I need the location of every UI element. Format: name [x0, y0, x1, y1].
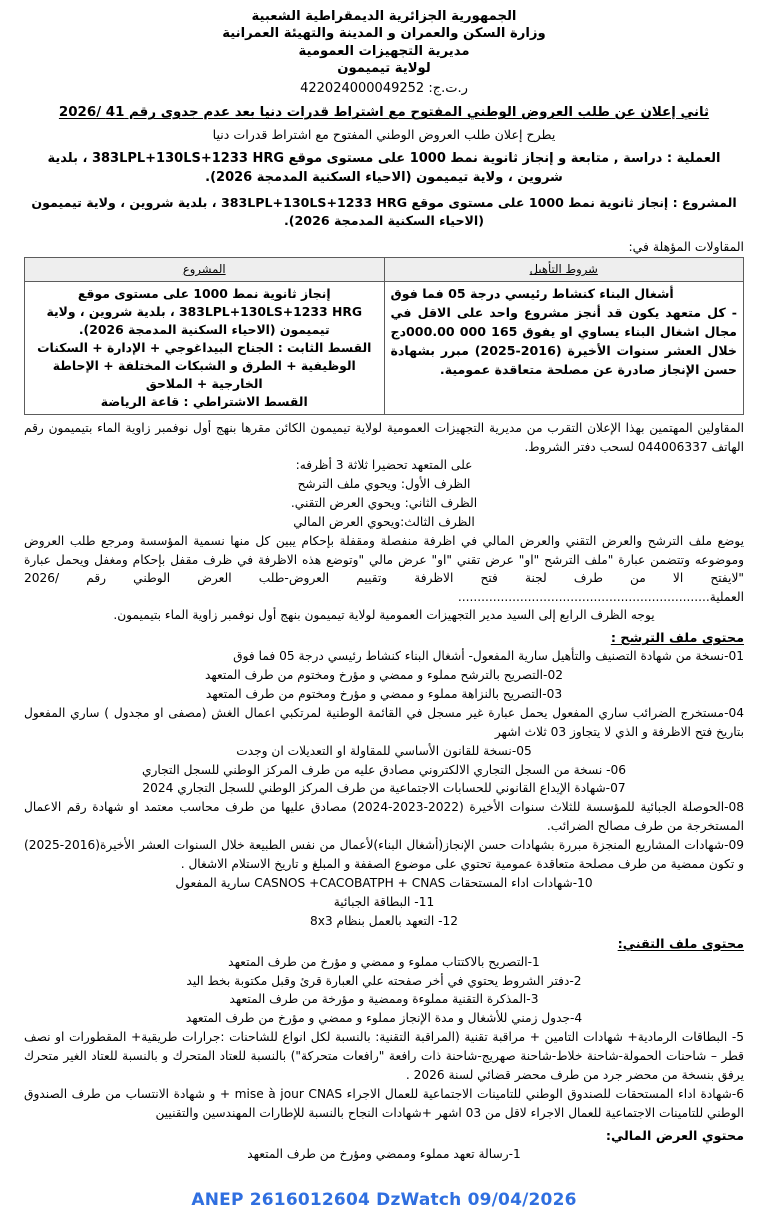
financial-items-list — [24, 1145, 744, 1164]
table-caption: المقاولات المؤهلة في: — [628, 239, 744, 255]
section-heading-candidacy: محتوى ملف الترشح : — [610, 631, 744, 647]
envelope-second: الظرف الثاني: ويحوي العرض التقني. — [290, 496, 478, 511]
operation-text: دراسة , متابعة و إنجاز ثانوية نمط 1000 على مستوى موقع 383LPL+130LS+1233 HRG ، بلدية شروين ، ولاية تيميمون (الاحياء السكنية المدمجة 2026). — [47, 150, 663, 186]
list-item: 04-مستخرج الضرائب ساري المفعول يحمل عبارة غير مسجل في القائمة الوطنية لمرتكبي اعمال الغش (مصفى او مجدول ) ساري المفعول بتاريخ فتح الاظرفة و الذي لا يتجاوز 03 ثلاث اشهر — [24, 705, 744, 739]
intro-paragraph: المقاولين المهتمين بهذا الإعلان التقرب من مديرية التجهيزات العمومية لولاية تيميمون الكائن مقرها بنهج أول نوفمبر زاوية الماء بتيميمون رقم الهاتف 044006337 لسحب دفتر الشروط. — [24, 421, 744, 454]
operation-label: العملية : — [666, 150, 721, 166]
envelope-third: الظرف الثالث:ويحوي العرض المالي — [293, 515, 475, 530]
project-block — [24, 194, 744, 232]
list-item: 09-شهادات المشاريع المنجزة مبررة بشهادات حسن الإنجاز(أشغال البناء)لأعمال من نفس الطبيعة خلال السنوات العشر الأخيرة(2016-2025) و تكون ممضية من طرف مصلحة متعاقدة عمومية تحتوي على موضوع الصففة و المبلغ و تاريخ الاستلام الاشغال . — [24, 838, 744, 872]
envelope-placement-paragraph: يوضع ملف الترشح والعرض التقني والعرض المالي في اظرفة منفصلة ومقفلة بإحكام يبين كل منها نسمية المؤسسة ومرجع طلب العروض وموضوعه وتتضمن عبارة "ملف الترشح "او" عرض تقني "او" عرض مالي "وتوضع هذه الاظرفة في ظرف مقفل بإحكام ومغفل ويحمل عبارة "لايفتح الا من طرف لجنة فتح الاظرفة وتقييم العروض-طلب العرض الوطني رقم /2026 العملية................................................................. — [24, 533, 744, 604]
list-item: 05-نسخة للقانون الأساسي للمقاولة او التعديلات ان وجدت — [236, 743, 532, 758]
list-item: 02-التصريح بالترشح مملوء و ممضي و مؤرخ ومختوم من طرف المتعهد — [205, 667, 563, 682]
table-header-project: المشروع — [25, 258, 385, 282]
list-item: 01-نسخة من شهادة التصنيف والتأهيل سارية المفعول- أشغال البناء كنشاط رئيسي درجة 05 فما فوق — [233, 649, 744, 664]
technical-items-list — [24, 953, 744, 1123]
list-item: 5- البطاقات الرمادية+ شهادات التامين + مراقبة تقنية (المراقبة التقنية: بالنسبة لكل انواع للشاحنات :جرارات طريقية+ المقطورات او نصف قطر – شاحنات الحمولة-شاحنة خلاط-شاحنة صهريج-شاحنة ذات رافعة "رافعات متحركة") بالنسبة للعتاد المتحرك و بالنسبة للعتاد الغير متحرك يرفق بنسخة من محضر جرد من طرف محضر قضائي لسنة 2026 . — [24, 1030, 744, 1083]
project-text: إنجاز ثانوية نمط 1000 على مستوى موقع 383LPL+130LS+1233 HRG ، بلدية شروين ، ولاية تيميمون (الاحياء السكنية المدمجة 2026). — [31, 194, 669, 229]
cell-qualification-conditions — [384, 282, 744, 415]
list-item: 06- نسخة من السجل التجاري الالكتروني مصادق عليه من طرف المركز الوطني للسجل التجاري — [141, 762, 627, 777]
lot-item-fixed: القسط الثابت : الجناح البيداغوجي + الإدارة + السكنات الوظيفية + الطرق و الشبكات المختلفة + الإحاطة الخارجية + الملاحق — [37, 340, 372, 392]
envelopes-intro: على المتعهد تحضيرا ثلاثة 3 أظرفه: — [295, 458, 473, 473]
cell-project-description — [25, 282, 385, 415]
candidacy-items-list — [24, 647, 744, 931]
table-header-conditions: شروط التأهيل — [384, 258, 744, 282]
list-item: 12- التعهد بالعمل بنظام 8x3 — [309, 913, 459, 928]
document-header — [24, 8, 744, 98]
header-country-line: الجمهورية الجزائرية الديمقراطية الشعبية — [251, 9, 517, 24]
project-cell-main: إنجاز ثانوية نمط 1000 على مستوى موقع 383LPL+130LS+1233 HRG ، بلدية شروين ، ولاية تيميمون (الاحياء السكنية المدمجة 2026). — [46, 286, 363, 338]
section-heading-technical: محتوى ملف التقني: — [617, 936, 744, 952]
table-row — [25, 282, 744, 415]
condition-line-1: أشغال البناء كنشاط رئيسي درجة 05 فما فوق — [390, 286, 674, 302]
registration-label: ر.ت.ج: — [428, 80, 468, 96]
table-header-row — [25, 258, 744, 282]
registration-value: 422024000049252 — [300, 80, 425, 96]
list-item: 11- البطاقة الجبائية — [333, 894, 435, 909]
header-directorate-line: مديرية التجهيزات العمومية — [298, 43, 470, 59]
list-item: 07-شهادة الإيداع القانوني للحسابات الاجتماعية من طرف المركز الوطني للسجل التجاري 2024 — [142, 781, 626, 796]
list-item: 1-التصريح بالاكتتاب مملوء و ممضي و مؤرخ من طرف المتعهد — [228, 954, 540, 969]
list-item: 4-جدول زمني للأشغال و مدة الإنجاز مملوء و ممضي و مؤرخ من طرف المتعهد — [185, 1011, 583, 1026]
list-item: 3-المذكرة التقنية مملوءة وممضية و مؤرخة من طرف المتعهد — [229, 992, 539, 1007]
condition-line-2: - كل متعهد يكون قد أنجز مشروع واحد على الاقل في مجال اشغال البناء يساوي او يفوق 165 000 000.00دج خلال العشر سنوات الأخيرة (2016-2025) مبرر بشهادة حسن الإنجاز صادرة عن مصلحة متعاقدة عمومية. — [390, 305, 737, 377]
list-item: 10-شهادات اداء المستحقات CASNOS +CACOBATPH + CNAS سارية المفعول — [175, 875, 593, 890]
section-heading-financial: محتوي العرض المالي: — [605, 1128, 744, 1144]
list-item: 6-شهادة اداء المستحقات للصندوق الوطني للتامينات الاجتماعية للعمال الاجراء mise à jour CNAS + و شهادة الانتساب من طرف الصندوق الوطني للتامينات الاجتماعية للعمال الاجراء لاقل من 03 اشهر +شهادات النجاح بالنسبة للإطارات المهندسين والتقنيين — [24, 1087, 744, 1120]
fourth-envelope-note: يوجه الظرف الرابع إلى السيد مدير التجهيزات العمومية لولاية تيميمون بنهج أول نوفمبر زاوية الماء بتيميمون. — [113, 608, 655, 623]
list-item: 08-الحوصلة الجبائية للمؤسسة للثلاث سنوات الأخيرة (2022-2023-2024) مصادق عليها من طرف محاسب معتمد او شهادة رقم الاعمال المستخرجة من طرف مصالح الضرائب. — [24, 800, 745, 834]
project-label: المشروع : — [672, 194, 737, 210]
list-item: 2-دفتر الشروط يحتوي في أخر صفحته علي العبارة قرئ وقبل مكتوبة بخط اليد — [186, 973, 582, 988]
qualification-table — [24, 257, 744, 415]
list-item: 1-رسالة تعهد مملوء وممضي ومؤرخ من طرف المتعهد — [247, 1146, 521, 1161]
project-lots — [31, 339, 378, 411]
list-item: 03-التصريح بالنزاهة مملوء و ممضي و مؤرخ ومختوم من طرف المتعهد — [205, 686, 563, 701]
announcement-subtitle: يطرح إعلان طلب العروض الوطني المفتوح مع اشتراط قدرات دنيا — [212, 126, 556, 142]
operation-block — [24, 149, 744, 188]
lot-item-conditional: القسط الاشتراطي : قاعة الرياضة — [100, 394, 308, 410]
page-title: ثاني إعلان عن طلب العروض الوطني المفتوح مع اشتراط قدرات دنيا بعد عدم جدوى رقم 41 /2026 — [58, 105, 710, 121]
envelope-first: الظرف الأول: ويحوي ملف الترشح — [297, 477, 471, 492]
registration-number — [24, 79, 744, 99]
header-wilaya-line: لولاية تيميمون — [337, 61, 431, 77]
anep-footer: ANEP 2616012604 DzWatch 09/04/2026 — [191, 1189, 577, 1210]
header-ministry-line: وزارة السكن والعمران و المدينة والتهيئة العمرانية — [222, 26, 546, 42]
